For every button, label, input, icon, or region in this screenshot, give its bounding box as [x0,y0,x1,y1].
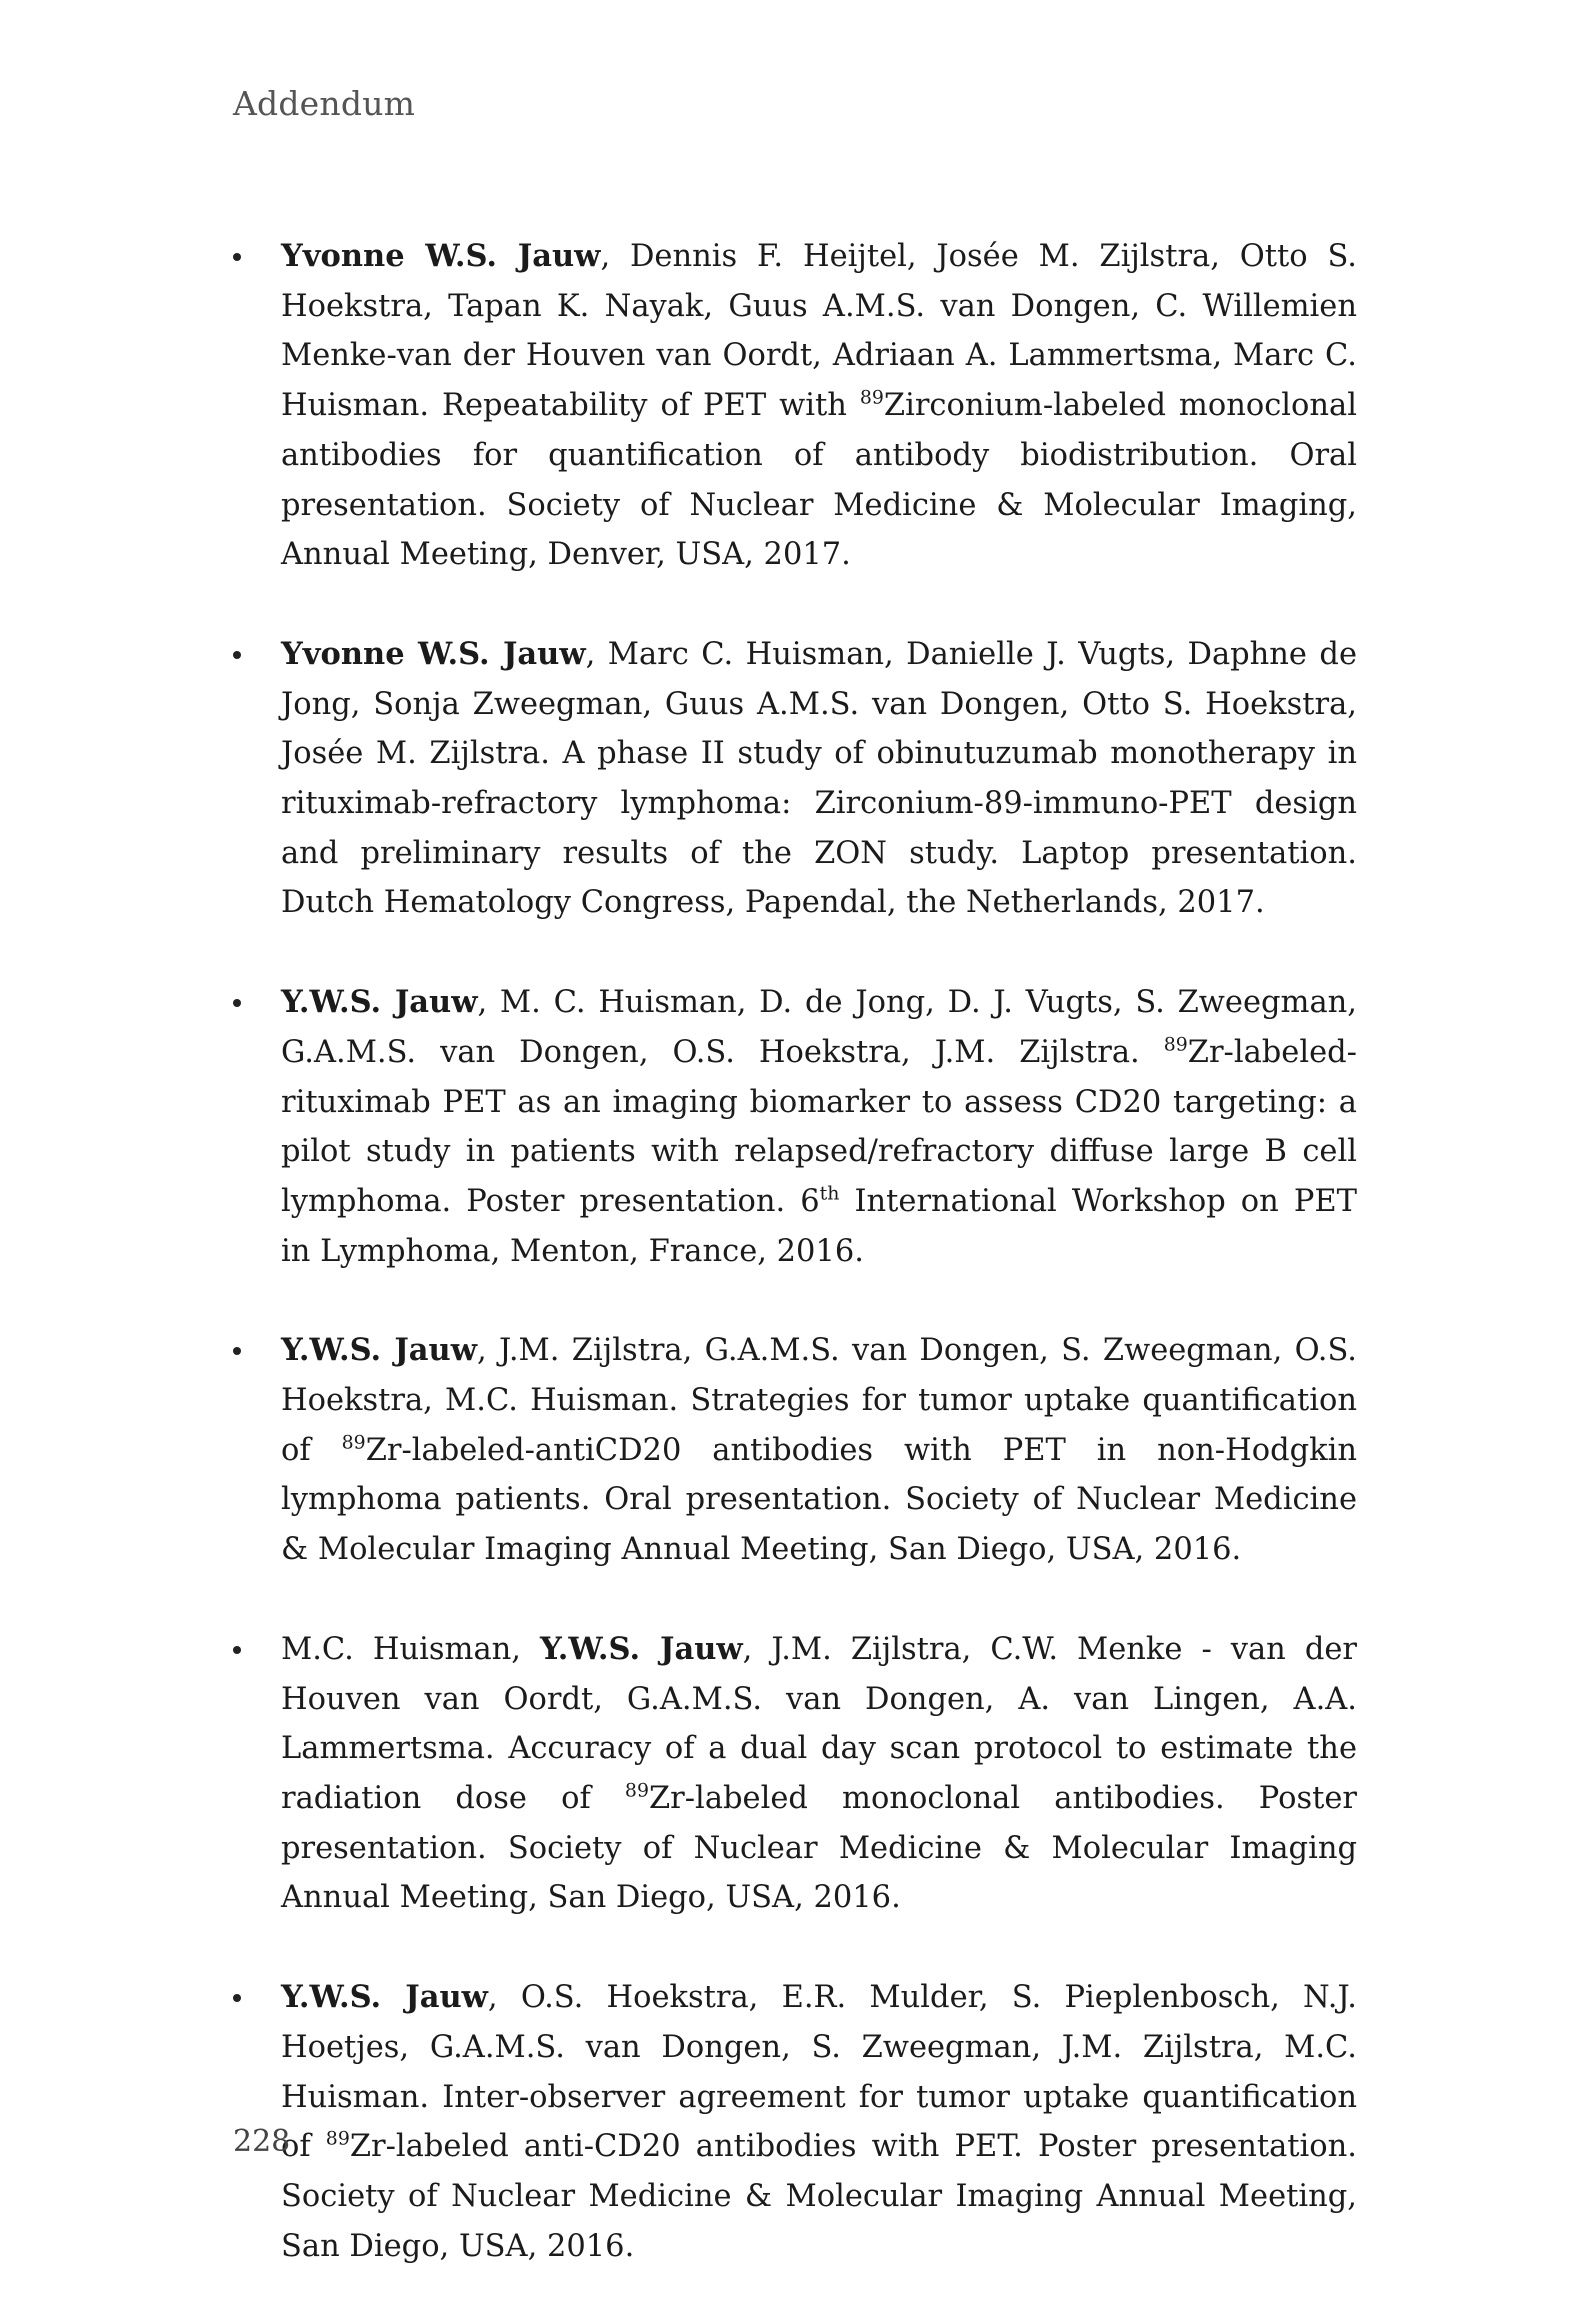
publication-text: , Marc C. Huisman, Danielle J. Vugts, Daphne de Jong, Sonja Zweegman, Guus A.M.S. van Dongen, Otto S. Hoekstra, Josée M. Zijlstra. A phase II study of obinutuzumab monotherapy in rituximab-refractory lymphoma: Zirconium-89-immuno-PET design and preliminary results of the ZON study. Laptop presentation. Dutch Hematology Congress, Papendal, the Netherlands, 2017. [281,636,1357,921]
publication-author-highlight: Yvonne W.S. Jauw [281,238,601,274]
bullet-icon [233,999,241,1007]
publication-item [233,1973,1357,2271]
bullet-icon [233,1646,241,1654]
bullet-icon [233,253,241,261]
publication-item [233,1326,1357,1575]
publication-text-continued: Zr-labeled anti-CD20 antibodies with PET. Poster presentation. Society of Nuclear Medicine & Molecular Imaging Annual Meeting, San Diego, USA, 2016. [281,2129,1357,2264]
publication-prefix: M.C. Huisman, [281,1631,540,1667]
publication-superscript: 89 [325,2127,350,2150]
publication-text-continued: Zr-labeled-antiCD20 antibodies with PET in non-Hodgkin lymphoma patients. Oral presentation. Society of Nuclear Medicine & Molecular Imaging Annual Meeting, San Diego, USA, 2016. [281,1432,1357,1568]
publication-item [233,630,1357,928]
publication-author-highlight: Y.W.S. Jauw [539,1630,743,1667]
publication-text: , J.M. Zijlstra, G.A.M.S. van Dongen, S. Zweegman, O.S. Hoekstra, M.C. Huisman. Strategies for tumor uptake quantification of [281,1333,1357,1468]
page-number: 228 [233,2124,291,2159]
bullet-icon [233,1994,241,2002]
bullet-icon [233,1347,241,1355]
publication-item [233,978,1357,1276]
publication-superscript: 89 [1163,1033,1188,1056]
publication-superscript: 89 [341,1431,366,1454]
publication-text-end: International Workshop on PET in Lymphoma, Menton, France, 2016. [281,1183,1357,1269]
publication-text: , O.S. Hoekstra, E.R. Mulder, S. Pieplenbosch, N.J. Hoetjes, G.A.M.S. van Dongen, S. Zweegman, J.M. Zijlstra, M.C. Huisman. Inter-observer agreement for tumor uptake quantification of [281,1980,1357,2165]
publication-text: , Dennis F. Heijtel, Josée M. Zijlstra, Otto S. Hoekstra, Tapan K. Nayak, Guus A.M.S. van Dongen, C. Willemien Menke-van der Houven van Oordt, Adriaan A. Lammertsma, Marc C. Huisman. Repeatability of PET with [281,239,1357,424]
publication-text: , M. C. Huisman, D. de Jong, D. J. Vugts, S. Zweegman, G.A.M.S. van Dongen, O.S. Hoekstra, J.M. Zijlstra. [281,985,1357,1070]
publication-text-continued: Zirconium-labeled monoclonal antibodies for quantification of antibody biodistribution. Oral presentation. Society of Nuclear Medicine & Molecular Imaging, Annual Meeting, Denver, USA, 2017. [281,388,1357,573]
publication-superscript-ordinal: th [819,1182,840,1205]
publication-author-highlight: Y.W.S. Jauw [281,984,478,1021]
running-header: Addendum [233,84,416,123]
publication-item [233,1625,1357,1923]
publication-item [233,232,1357,580]
publication-text-continued: Zr-labeled monoclonal antibodies. Poster presentation. Society of Nuclear Medicine & Molecular Imaging Annual Meeting, San Diego, USA, 2016. [281,1780,1357,1916]
publication-author-highlight: Y.W.S. Jauw [281,1332,477,1369]
publication-text: , J.M. Zijlstra, C.W. Menke - van der Houven van Oordt, G.A.M.S. van Dongen, A. van Lingen, A.A. Lammertsma. Accuracy of a dual day scan protocol to estimate the radiation dose of [281,1631,1357,1816]
publication-list [233,232,1357,2321]
publication-author-highlight: Y.W.S. Jauw [281,1979,488,2016]
publication-text-continued: Zr-labeled-rituximab PET as an imaging biomarker to assess CD20 targeting: a pilot study in patients with relapsed/refractory diffuse large B cell lymphoma. Poster presentation. 6 [281,1034,1357,1219]
bullet-icon [233,651,241,659]
publication-author-highlight: Yvonne W.S. Jauw [281,635,586,672]
publication-superscript: 89 [624,1779,649,1802]
publication-superscript: 89 [859,386,884,409]
